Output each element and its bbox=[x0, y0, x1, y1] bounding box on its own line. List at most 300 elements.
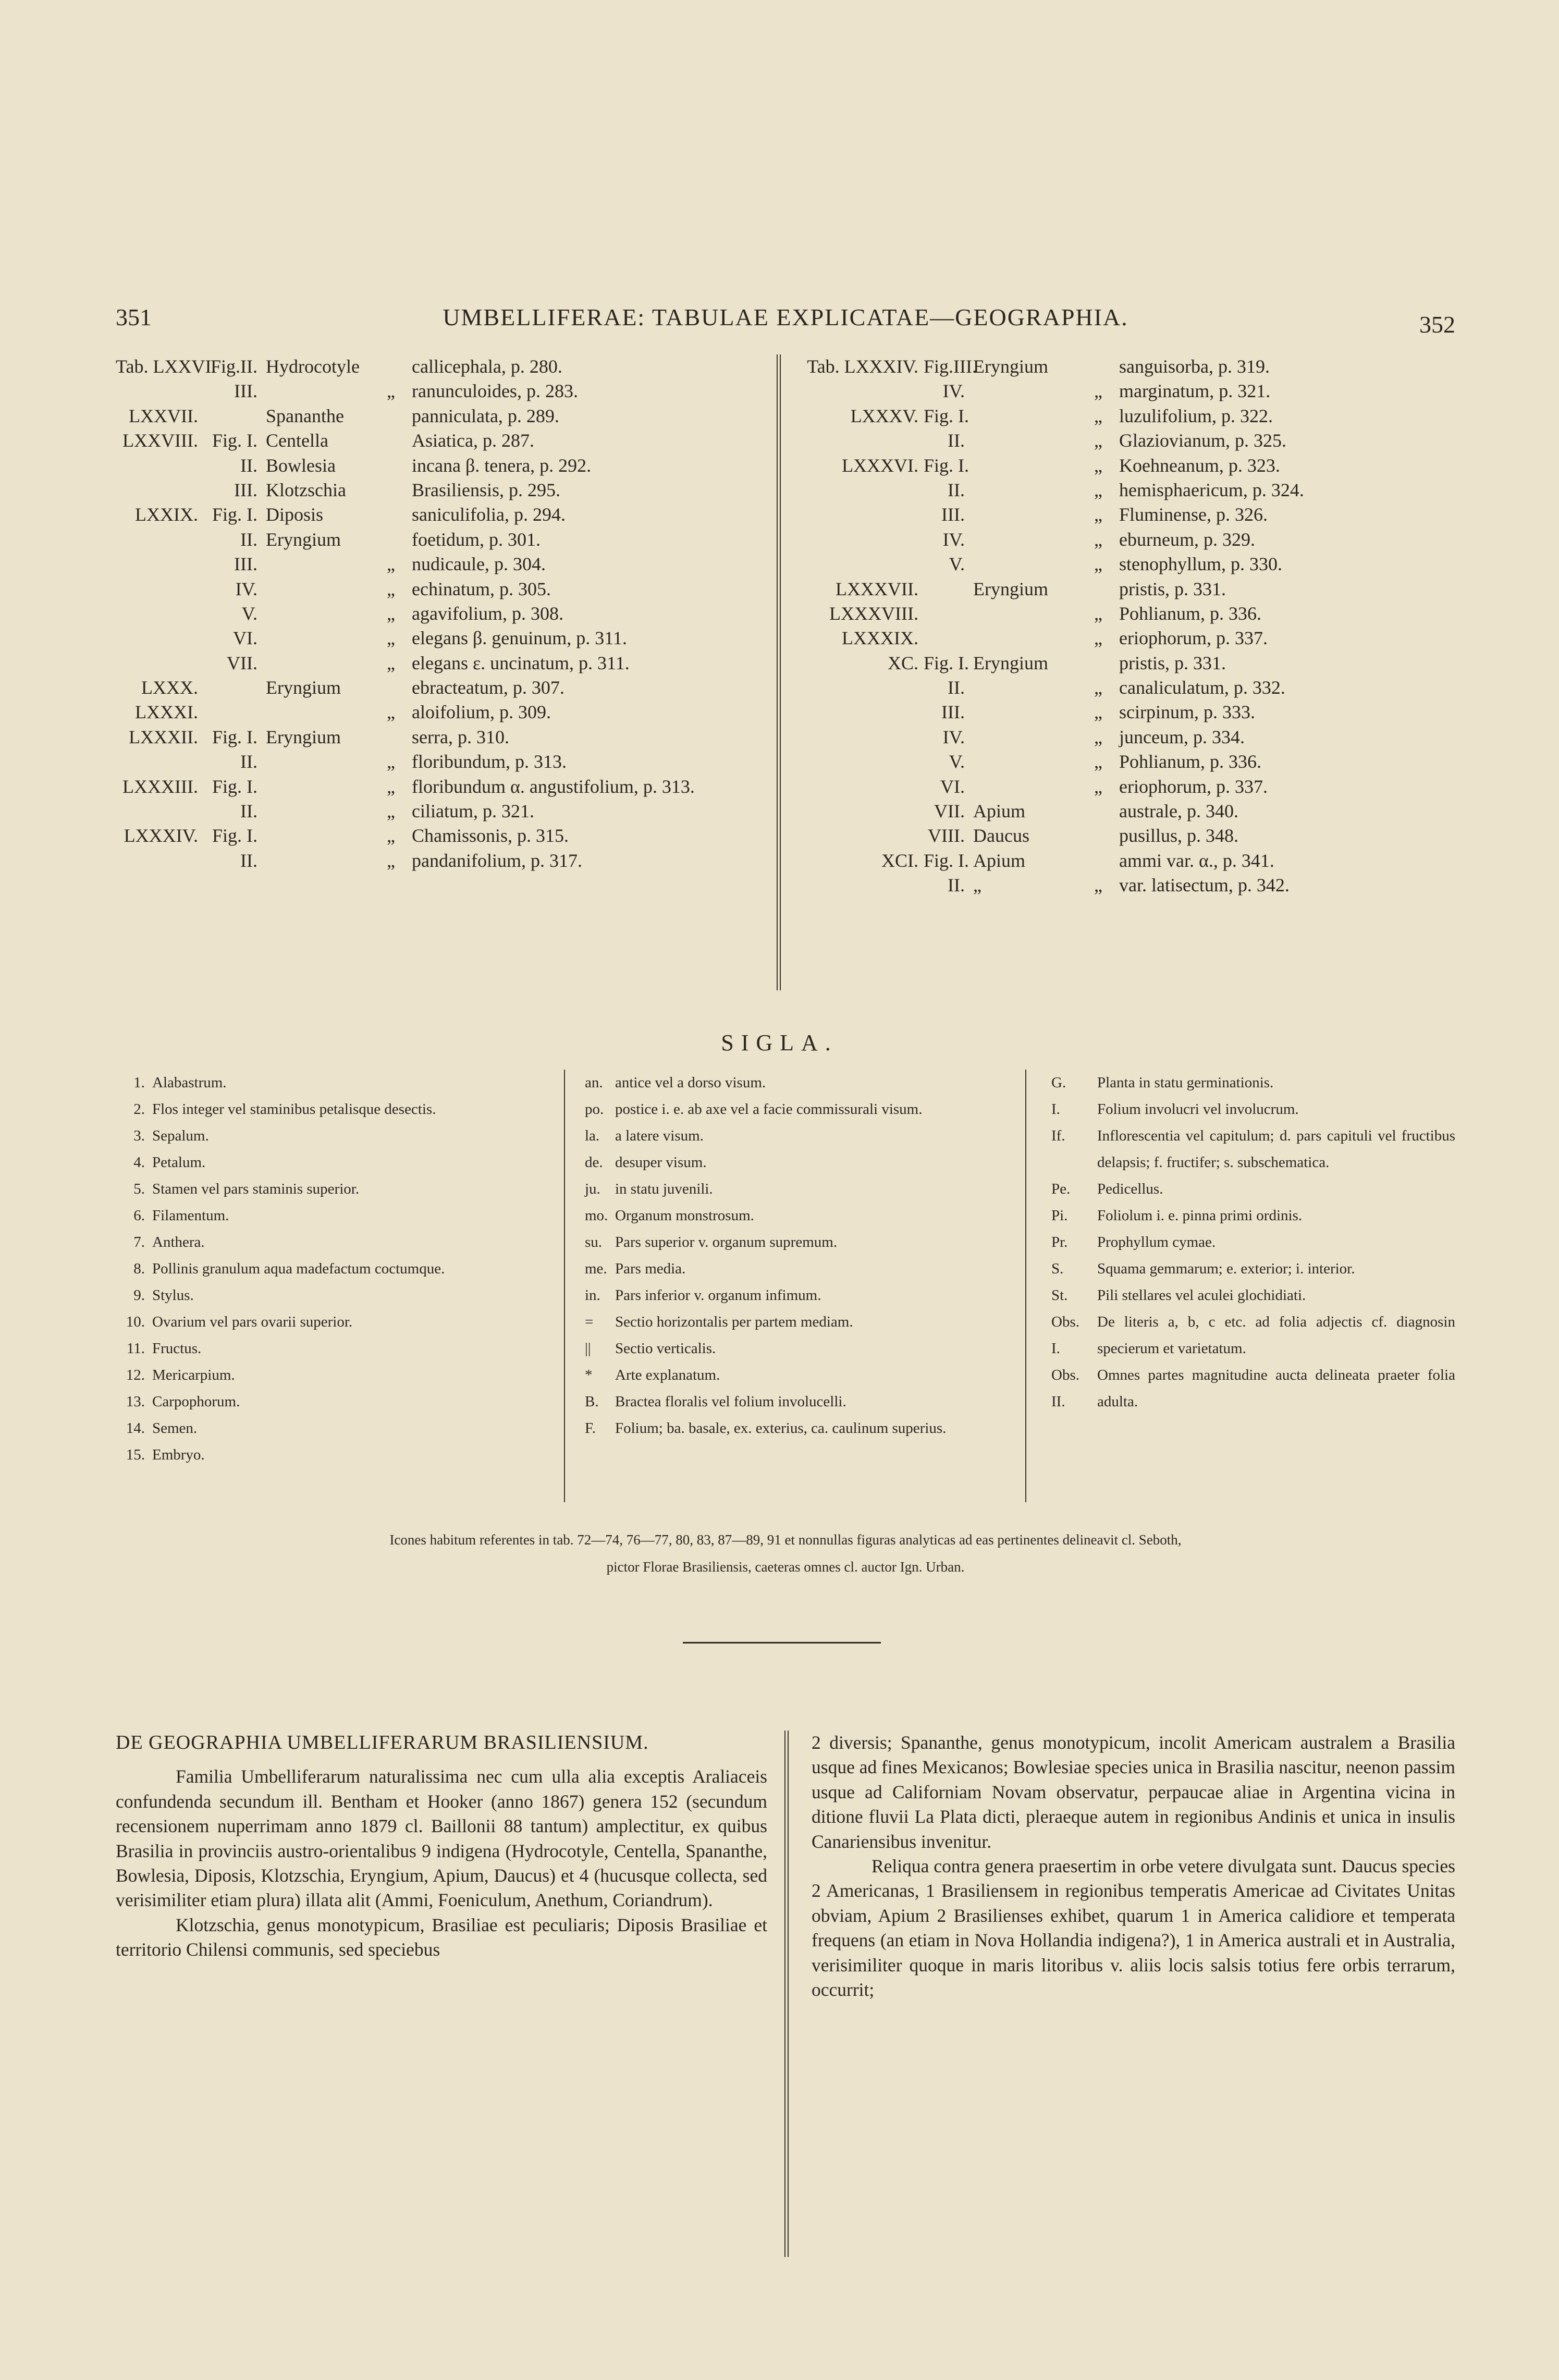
figure-number: III. bbox=[941, 702, 965, 723]
sigla-legend bbox=[116, 1070, 1455, 1507]
page-title: UMBELLIFERAE: TABULAE EXPLICATAE—GEOGRAPHIA. bbox=[443, 304, 1128, 330]
geographia-column-right bbox=[812, 1731, 1455, 2002]
plate-number: LXXXIV. bbox=[124, 825, 198, 847]
sigla-entry bbox=[116, 1149, 548, 1176]
ditto-mark: „ bbox=[387, 652, 395, 673]
sigla-entry bbox=[585, 1123, 1004, 1149]
sigla-value: Stylus. bbox=[152, 1287, 194, 1304]
sigla-key: su. bbox=[585, 1234, 603, 1250]
ditto-mark: „ bbox=[1094, 381, 1102, 402]
genus-name bbox=[973, 502, 1077, 527]
sigla-value: Planta in statu germinationis. bbox=[1097, 1074, 1274, 1091]
sigla-entry bbox=[1051, 1282, 1455, 1309]
ditto-mark: „ bbox=[387, 603, 395, 624]
figure-number: III. bbox=[234, 479, 257, 500]
species-entry: var. latisectum, p. 342. bbox=[1119, 875, 1290, 896]
genus-name bbox=[266, 849, 370, 873]
ditto-mark bbox=[1077, 849, 1119, 873]
species-entry: panniculata, p. 289. bbox=[412, 405, 559, 426]
sigla-entry bbox=[116, 1309, 548, 1335]
genus-name: Apium bbox=[973, 801, 1026, 822]
species-entry: eriophorum, p. 337. bbox=[1119, 776, 1268, 797]
ditto-mark bbox=[370, 404, 412, 428]
explanation-row bbox=[116, 379, 767, 403]
species-entry: Fluminense, p. 326. bbox=[1119, 504, 1268, 525]
ditto-mark: „ bbox=[1094, 554, 1102, 575]
icones-note-line-1: Icones habitum referentes in tab. 72—74, 76—77, 80, 83, 87—89, 91 et nonnullas figuras analyticas ad eas pertinentes delineavit cl. Seboth, bbox=[389, 1532, 1182, 1548]
plate-number: Tab. LXXXIV. bbox=[807, 356, 918, 377]
explanation-row bbox=[116, 502, 767, 527]
plate-number bbox=[801, 478, 924, 502]
sigla-entry bbox=[585, 1282, 1004, 1309]
plate-number bbox=[801, 552, 924, 576]
sigla-key: la. bbox=[585, 1127, 600, 1144]
ditto-mark bbox=[370, 725, 412, 750]
explanation-row bbox=[116, 799, 767, 824]
sigla-value: antice vel a dorso visum. bbox=[615, 1074, 766, 1091]
sigla-key: G. bbox=[1051, 1074, 1066, 1091]
species-entry: junceum, p. 334. bbox=[1119, 726, 1245, 747]
figure-number: Fig. I. bbox=[212, 430, 257, 451]
figure-number: VII. bbox=[227, 652, 257, 673]
figure-number: V. bbox=[949, 554, 965, 575]
genus-name bbox=[266, 799, 370, 824]
ditto-mark bbox=[370, 676, 412, 700]
figure-number: Fig. I. bbox=[924, 652, 969, 673]
sigla-value: Alabastrum. bbox=[152, 1074, 227, 1091]
sigla-key: St. bbox=[1051, 1287, 1068, 1304]
figure-number: Fig. I. bbox=[924, 455, 969, 476]
sigla-key: S. bbox=[1051, 1260, 1064, 1277]
plate-number: LXXX. bbox=[141, 677, 198, 698]
plate-number bbox=[801, 873, 924, 898]
explanation-column-right bbox=[801, 354, 1455, 898]
sigla-key: mo. bbox=[585, 1207, 608, 1224]
sigla-key: Obs. I. bbox=[1051, 1314, 1079, 1357]
species-entry: sanguisorba, p. 319. bbox=[1119, 356, 1270, 377]
plate-number: LXXXV. bbox=[850, 405, 918, 426]
explanation-row bbox=[801, 626, 1455, 651]
explanation-row bbox=[801, 404, 1455, 428]
sigla-key: Obs. II. bbox=[1051, 1367, 1079, 1410]
genus-name: Apium bbox=[973, 850, 1026, 871]
species-entry: echinatum, p. 305. bbox=[412, 578, 551, 599]
sigla-key: 3. bbox=[133, 1127, 145, 1144]
sigla-column-2 bbox=[585, 1070, 1004, 1442]
sigla-value: Fructus. bbox=[152, 1340, 202, 1357]
sigla-entry bbox=[585, 1203, 1004, 1229]
figure-number: II. bbox=[948, 677, 965, 698]
species-entry: ciliatum, p. 321. bbox=[412, 801, 534, 822]
plate-number bbox=[116, 453, 203, 478]
figure-number: Fig.III. bbox=[924, 356, 977, 377]
genus-name bbox=[973, 700, 1077, 725]
sigla-value: desuper visum. bbox=[615, 1154, 707, 1171]
explanation-row bbox=[801, 354, 1455, 379]
plate-number: LXXXVIII. bbox=[829, 603, 918, 624]
genus-name: Eryngium bbox=[266, 677, 341, 698]
figure-number: II. bbox=[240, 455, 257, 476]
sigla-entry bbox=[585, 1096, 1004, 1123]
sigla-entry bbox=[116, 1335, 548, 1362]
genus-name: Diposis bbox=[266, 504, 324, 525]
figure-number: IV. bbox=[942, 726, 965, 747]
sigla-key: 11. bbox=[126, 1340, 145, 1357]
genus-name: Daucus bbox=[973, 825, 1029, 847]
sigla-key: an. bbox=[585, 1074, 603, 1091]
species-entry: Brasiliensis, p. 295. bbox=[412, 479, 560, 500]
genus-name bbox=[266, 552, 370, 576]
species-entry: incana β. tenera, p. 292. bbox=[412, 455, 592, 476]
figure-number: Fig. I. bbox=[212, 504, 257, 525]
genus-name bbox=[266, 379, 370, 403]
sigla-entry bbox=[1051, 1229, 1455, 1256]
figure-number: IV. bbox=[235, 578, 257, 599]
section-rule bbox=[683, 1642, 881, 1643]
explanation-row bbox=[801, 873, 1455, 898]
genus-name bbox=[973, 478, 1077, 502]
column-divider bbox=[777, 354, 781, 990]
sigla-key: po. bbox=[585, 1101, 604, 1118]
sigla-entry bbox=[585, 1176, 1004, 1203]
species-entry: Asiatica, p. 287. bbox=[412, 430, 534, 451]
explanation-row bbox=[116, 700, 767, 725]
ditto-mark bbox=[370, 428, 412, 453]
plate-number: LXXVIII. bbox=[122, 430, 198, 451]
sigla-entry bbox=[1051, 1096, 1455, 1123]
explanation-row bbox=[801, 725, 1455, 750]
explanation-row bbox=[116, 577, 767, 602]
running-header bbox=[116, 303, 1455, 340]
explanation-row bbox=[801, 428, 1455, 453]
figure-number: V. bbox=[241, 603, 257, 624]
plate-number bbox=[116, 478, 203, 502]
sigla-value: Folium; ba. basale, ex. exterius, ca. caulinum superius. bbox=[615, 1420, 947, 1437]
figure-number bbox=[203, 700, 266, 725]
figure-number bbox=[924, 626, 973, 651]
ditto-mark bbox=[1077, 577, 1119, 602]
genus-name bbox=[973, 404, 1077, 428]
sigla-entry bbox=[1051, 1070, 1455, 1096]
geographia-paragraph-1: Familia Umbelliferarum naturalissima nec cum ulla alia exceptis Araliaceis confundenda secundum ill. Bentham et Hooker (anno 1867) genera 152 (secundum recensionem nuperrimam anno 1879 cl. Baillonii 88 tantum) amplectitur, ex quibus Brasilia in provinciis austro-orientalibus 9 indigena (Hydrocotyle, Centella, Spananthe, Bowlesia, Diposis, Klotzschia, Eryngium, Apium, Daucus) et 4 (hucusque collecta, sed verisimiliter etiam plura) illata alit (Ammi, Foeniculum, Anethum, Coriandrum). bbox=[116, 1766, 767, 1911]
sigla-key: B. bbox=[585, 1393, 599, 1410]
ditto-mark bbox=[370, 478, 412, 502]
sigla-value: Sectio horizontalis per partem mediam. bbox=[615, 1314, 853, 1330]
sigla-key: me. bbox=[585, 1260, 607, 1277]
sigla-key: Pi. bbox=[1051, 1207, 1068, 1224]
figure-number: IV. bbox=[942, 381, 965, 402]
sigla-value: Organum monstrosum. bbox=[615, 1207, 754, 1224]
sigla-entry bbox=[116, 1362, 548, 1389]
plate-number bbox=[116, 626, 203, 651]
genus-name bbox=[973, 552, 1077, 576]
plate-number bbox=[116, 527, 203, 552]
sigla-key: 6. bbox=[133, 1207, 145, 1224]
ditto-mark: „ bbox=[387, 801, 395, 822]
sigla-value: Foliolum i. e. pinna primi ordinis. bbox=[1097, 1207, 1303, 1224]
figure-number: Fig. I. bbox=[924, 850, 969, 871]
sigla-key: 8. bbox=[133, 1260, 145, 1277]
sigla-value: Petalum. bbox=[152, 1154, 206, 1171]
sigla-entry bbox=[1051, 1176, 1455, 1203]
sigla-key: Pe. bbox=[1051, 1181, 1071, 1197]
genus-name bbox=[973, 527, 1077, 552]
plate-number bbox=[116, 651, 203, 676]
sigla-entry bbox=[116, 1256, 548, 1282]
plate-number bbox=[801, 428, 924, 453]
figure-number: II. bbox=[240, 751, 257, 772]
plate-number bbox=[801, 379, 924, 403]
species-entry: ebracteatum, p. 307. bbox=[412, 677, 564, 698]
sigla-entry bbox=[116, 1442, 548, 1468]
sigla-entry bbox=[116, 1389, 548, 1415]
geographia-section bbox=[116, 1731, 1455, 2257]
species-entry: elegans ε. uncinatum, p. 311. bbox=[412, 652, 630, 673]
sigla-entry bbox=[585, 1415, 1004, 1442]
plate-number: LXXXIX. bbox=[842, 628, 918, 649]
sigla-key: in. bbox=[585, 1287, 600, 1304]
explanation-row bbox=[116, 428, 767, 453]
plate-number bbox=[801, 502, 924, 527]
plate-number bbox=[801, 750, 924, 774]
sigla-entry bbox=[585, 1229, 1004, 1256]
figure-number: III. bbox=[234, 381, 257, 402]
sigla-value: Filamentum. bbox=[152, 1207, 229, 1224]
plate-number: LXXXII. bbox=[129, 726, 198, 747]
plate-explanation-table bbox=[116, 354, 1455, 990]
species-entry: Pohlianum, p. 336. bbox=[1119, 603, 1262, 624]
plate-number bbox=[801, 775, 924, 799]
genus-name bbox=[973, 725, 1077, 750]
ditto-mark: „ bbox=[387, 776, 395, 797]
figure-number: Fig. I. bbox=[212, 825, 257, 847]
species-entry: floribundum α. angustifolium, p. 313. bbox=[412, 776, 695, 797]
figure-number: VI. bbox=[233, 628, 257, 649]
explanation-row bbox=[116, 552, 767, 576]
species-entry: floribundum, p. 313. bbox=[412, 751, 567, 772]
genus-name bbox=[266, 651, 370, 676]
explanation-column-left bbox=[116, 354, 767, 873]
sigla-value: Flos integer vel staminibus petalisque desectis. bbox=[152, 1101, 436, 1118]
figure-number: III. bbox=[941, 504, 965, 525]
genus-name: Eryngium bbox=[973, 652, 1048, 673]
genus-name: Eryngium bbox=[266, 529, 341, 550]
sigla-entry bbox=[585, 1149, 1004, 1176]
explanation-row bbox=[801, 824, 1455, 848]
species-entry: Pohlianum, p. 336. bbox=[1119, 751, 1262, 772]
sigla-value: Inflorescentia vel capitulum; d. pars capituli vel fructibus delapsis; f. fructifer; s. subschematica. bbox=[1097, 1127, 1455, 1171]
plate-number bbox=[116, 577, 203, 602]
figure-number: V. bbox=[949, 751, 965, 772]
sigla-heading: SIGLA. bbox=[721, 1030, 838, 1056]
icones-note-line-2: pictor Florae Brasiliensis, caeteras omnes cl. auctor Ign. Urban. bbox=[606, 1559, 965, 1575]
genus-name bbox=[973, 453, 1077, 478]
sigla-entry bbox=[1051, 1256, 1455, 1282]
ditto-mark bbox=[370, 502, 412, 527]
genus-name: Eryngium bbox=[973, 578, 1048, 599]
ditto-mark: „ bbox=[1094, 504, 1102, 525]
explanation-row bbox=[801, 775, 1455, 799]
sigla-value: Anthera. bbox=[152, 1234, 205, 1250]
plate-number bbox=[801, 824, 924, 848]
sigla-key: 13. bbox=[126, 1393, 145, 1410]
sigla-value: Pili stellares vel aculei glochidiati. bbox=[1097, 1287, 1306, 1304]
ditto-mark: „ bbox=[1094, 529, 1102, 550]
figure-number: II. bbox=[948, 479, 965, 500]
sigla-column-3 bbox=[1051, 1070, 1455, 1415]
sigla-entry bbox=[116, 1282, 548, 1309]
sigla-value: a latere visum. bbox=[615, 1127, 704, 1144]
ditto-mark: „ bbox=[1094, 479, 1102, 500]
sigla-key: 9. bbox=[133, 1287, 145, 1304]
plate-number bbox=[116, 552, 203, 576]
sigla-value: Sectio verticalis. bbox=[615, 1340, 716, 1357]
figure-number: II. bbox=[948, 430, 965, 451]
sigla-key: Pr. bbox=[1051, 1234, 1068, 1250]
sigla-key: 15. bbox=[126, 1446, 145, 1463]
species-entry: Chamissonis, p. 315. bbox=[412, 825, 569, 847]
ditto-mark: „ bbox=[1094, 430, 1102, 451]
sigla-value: De literis a, b, c etc. ad folia adjectis cf. diagnosin specierum et varietatum. bbox=[1097, 1314, 1455, 1357]
explanation-row bbox=[801, 478, 1455, 502]
explanation-row bbox=[801, 651, 1455, 676]
sigla-value: Bractea floralis vel folium involucelli. bbox=[615, 1393, 846, 1410]
species-entry: canaliculatum, p. 332. bbox=[1119, 677, 1285, 698]
page-number-right: 352 bbox=[1419, 311, 1455, 338]
genus-name bbox=[973, 602, 1077, 626]
genus-name: „ bbox=[973, 875, 981, 896]
sigla-key: 2. bbox=[133, 1101, 145, 1118]
ditto-mark: „ bbox=[1094, 702, 1102, 723]
sigla-value: Pars inferior v. organum infimum. bbox=[615, 1287, 821, 1304]
plate-number: LXXVII. bbox=[129, 405, 198, 426]
species-entry: pristis, p. 331. bbox=[1119, 652, 1226, 673]
explanation-row bbox=[801, 552, 1455, 576]
species-entry: agavifolium, p. 308. bbox=[412, 603, 563, 624]
figure-number bbox=[203, 404, 266, 428]
figure-number: VI. bbox=[940, 776, 965, 797]
figure-number: II. bbox=[240, 529, 257, 550]
genus-name bbox=[266, 602, 370, 626]
figure-number: VII. bbox=[934, 801, 965, 822]
sigla-key: * bbox=[585, 1367, 593, 1383]
genus-name: Eryngium bbox=[266, 726, 341, 747]
genus-name bbox=[266, 775, 370, 799]
species-entry: Koehneanum, p. 323. bbox=[1119, 455, 1280, 476]
sigla-key: F. bbox=[585, 1420, 596, 1437]
plate-number bbox=[116, 602, 203, 626]
explanation-row bbox=[801, 527, 1455, 552]
explanation-row bbox=[116, 527, 767, 552]
species-entry: pusillus, p. 348. bbox=[1119, 825, 1239, 847]
ditto-mark: „ bbox=[1094, 751, 1102, 772]
sigla-value: Carpophorum. bbox=[152, 1393, 240, 1410]
genus-name bbox=[266, 750, 370, 774]
sigla-entry bbox=[116, 1176, 548, 1203]
ditto-mark: „ bbox=[1094, 603, 1102, 624]
plate-number: LXXXVII. bbox=[836, 578, 918, 599]
species-entry: eriophorum, p. 337. bbox=[1119, 628, 1268, 649]
explanation-row bbox=[801, 602, 1455, 626]
figure-number bbox=[924, 602, 973, 626]
sigla-value: Prophyllum cymae. bbox=[1097, 1234, 1216, 1250]
ditto-mark: „ bbox=[1094, 677, 1102, 698]
sigla-value: in statu juvenili. bbox=[615, 1181, 713, 1197]
ditto-mark bbox=[1077, 354, 1119, 379]
ditto-mark: „ bbox=[1094, 455, 1102, 476]
genus-name bbox=[973, 775, 1077, 799]
sigla-entry bbox=[116, 1070, 548, 1096]
ditto-mark: „ bbox=[387, 751, 395, 772]
species-entry: saniculifolia, p. 294. bbox=[412, 504, 566, 525]
explanation-row bbox=[801, 577, 1455, 602]
plate-number bbox=[801, 700, 924, 725]
explanation-row bbox=[116, 775, 767, 799]
sigla-key: 1. bbox=[133, 1074, 145, 1091]
plate-number: LXXXI. bbox=[135, 702, 198, 723]
figure-number: II. bbox=[948, 875, 965, 896]
ditto-mark bbox=[370, 527, 412, 552]
sigla-value: Stamen vel pars staminis superior. bbox=[152, 1181, 360, 1197]
genus-name: Klotzschia bbox=[266, 479, 346, 500]
ditto-mark: „ bbox=[1094, 405, 1102, 426]
sigla-key: 10. bbox=[126, 1314, 145, 1330]
sigla-entry bbox=[116, 1203, 548, 1229]
sigla-key: 4. bbox=[133, 1154, 145, 1171]
explanation-row bbox=[116, 676, 767, 700]
explanation-row bbox=[116, 354, 767, 379]
ditto-mark: „ bbox=[1094, 776, 1102, 797]
genus-name: Centella bbox=[266, 430, 328, 451]
geographia-paragraph-3: 2 diversis; Spananthe, genus monotypicum, incolit Americam australem a Brasilia usque ad fines Mexicanos; Bowlesiae species unica in Brasilia nascitur, neenon passim usque ad Californiam Novam observatur, perpaucae aliae in Argentina vicina in ditione fluvii La Plata dicti, pleraeque autem in regionibus Andinis et unica in insulis Canariensibus invenitur. bbox=[812, 1732, 1455, 1852]
ditto-mark bbox=[1077, 824, 1119, 848]
plate-number bbox=[116, 379, 203, 403]
sigla-value: Pars media. bbox=[615, 1260, 686, 1277]
figure-number: Fig.II. bbox=[211, 356, 257, 377]
genus-name: Spananthe bbox=[266, 405, 344, 426]
figure-number: VIII. bbox=[928, 825, 965, 847]
species-entry: ammi var. α., p. 341. bbox=[1119, 850, 1274, 871]
sigla-value: Squama gemmarum; e. exterior; i. interior. bbox=[1097, 1260, 1355, 1277]
figure-number: Fig. I. bbox=[924, 405, 969, 426]
explanation-row bbox=[116, 651, 767, 676]
sigla-key: 5. bbox=[133, 1181, 145, 1197]
sigla-entry bbox=[585, 1389, 1004, 1415]
ditto-mark: „ bbox=[1094, 628, 1102, 649]
genus-name bbox=[973, 750, 1077, 774]
explanation-row bbox=[801, 799, 1455, 824]
sigla-entry bbox=[585, 1362, 1004, 1389]
sigla-value: Pars superior v. organum supremum. bbox=[615, 1234, 838, 1250]
sigla-value: Arte explanatum. bbox=[615, 1367, 720, 1383]
explanation-row bbox=[116, 453, 767, 478]
sigla-key: || bbox=[585, 1340, 591, 1357]
genus-name bbox=[266, 577, 370, 602]
ditto-mark: „ bbox=[1094, 726, 1102, 747]
sigla-entry bbox=[585, 1335, 1004, 1362]
plate-number bbox=[801, 725, 924, 750]
sigla-value: Sepalum. bbox=[152, 1127, 209, 1144]
species-entry: foetidum, p. 301. bbox=[412, 529, 541, 550]
sigla-key: 12. bbox=[126, 1367, 145, 1383]
species-entry: pristis, p. 331. bbox=[1119, 578, 1226, 599]
explanation-row bbox=[801, 453, 1455, 478]
ditto-mark: „ bbox=[1094, 875, 1102, 896]
sigla-value: Embryo. bbox=[152, 1446, 205, 1463]
genus-name bbox=[973, 428, 1077, 453]
ditto-mark: „ bbox=[387, 850, 395, 871]
genus-name: Bowlesia bbox=[266, 455, 336, 476]
